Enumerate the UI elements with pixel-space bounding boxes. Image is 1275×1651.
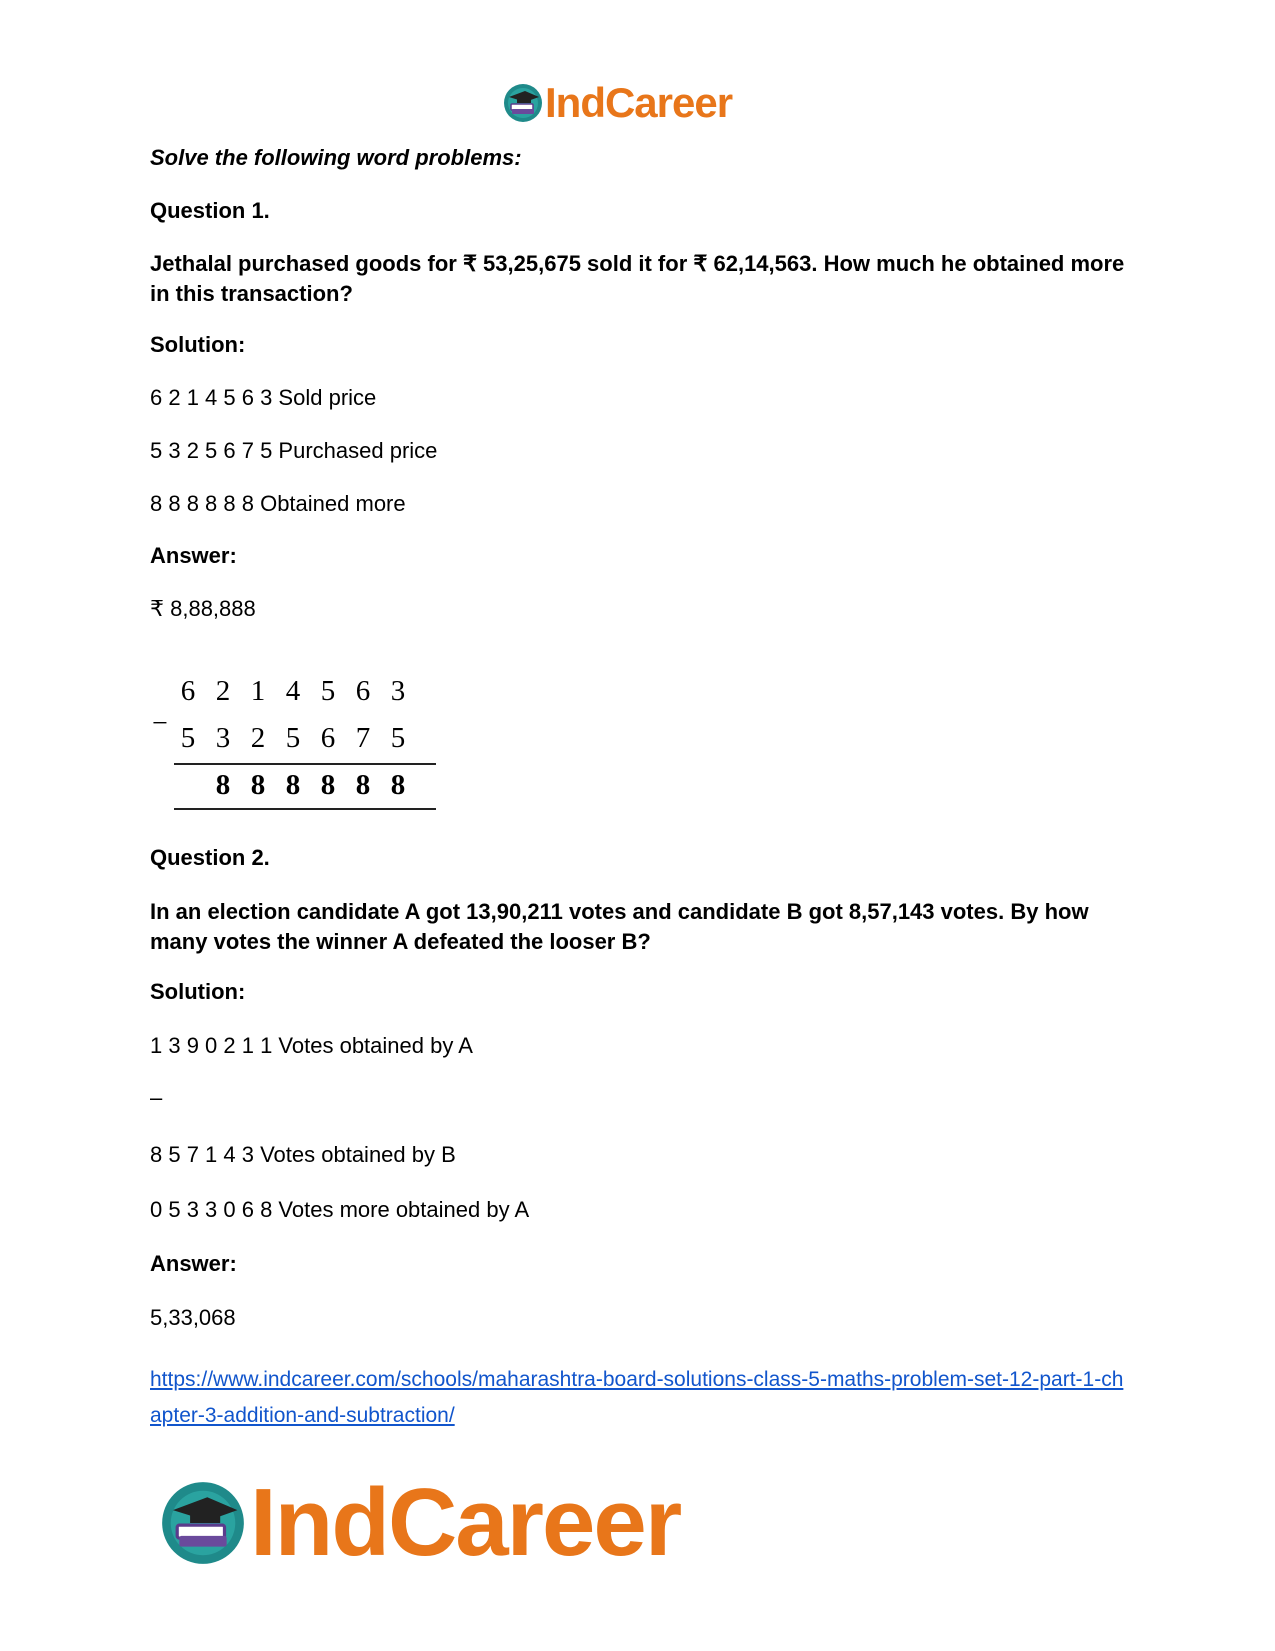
graduation-cap-book-icon	[503, 83, 543, 123]
q1-solution-line: 8 8 8 8 8 8 Obtained more	[150, 491, 406, 516]
q2-solution-line: 8 5 7 1 4 3 Votes obtained by B	[150, 1142, 456, 1167]
logo-text: IndCareer	[545, 79, 733, 126]
subtraction-working	[148, 675, 448, 825]
logo-text: IndCareer	[250, 1469, 681, 1576]
footer-logo	[160, 1468, 680, 1578]
question-2-solution-label: Solution:	[150, 979, 246, 1004]
q2-solution-line: 1 3 9 0 2 1 1 Votes obtained by A	[150, 1033, 473, 1058]
digit: 3	[390, 675, 406, 707]
q1-solution-line: 6 2 1 4 5 6 3 Sold price	[150, 385, 377, 410]
digit: 8	[320, 769, 336, 801]
graduation-cap-book-icon	[160, 1480, 246, 1566]
question-2-text: In an election candidate A got 13,90,211 votes and candidate B got 8,57,143 votes. By how many votes the winner A defeated the looser B?	[150, 899, 1089, 954]
question-2-answer-label: Answer:	[150, 1251, 237, 1276]
digit: 8	[355, 769, 371, 801]
digit: 6	[320, 722, 336, 754]
digit: 7	[355, 722, 371, 754]
question-2-label: Question 2.	[150, 845, 270, 870]
digit: 6	[355, 675, 371, 707]
q2-solution-line: 0 5 3 3 0 6 8 Votes more obtained by A	[150, 1197, 530, 1222]
q1-solution-line: 5 3 2 5 6 7 5 Purchased price	[150, 438, 438, 463]
digit: 8	[250, 769, 266, 801]
question-1-label: Question 1.	[150, 198, 270, 223]
minus-sign: −	[152, 708, 168, 739]
question-1-answer-label: Answer:	[150, 543, 237, 568]
divider-line	[174, 763, 436, 765]
question-1-answer: ₹ 8,88,888	[150, 596, 256, 621]
digit: 2	[250, 722, 266, 754]
digit: 5	[180, 722, 196, 754]
header-logo	[503, 78, 732, 128]
digit: 8	[285, 769, 301, 801]
digit: 1	[250, 675, 266, 707]
digit: 2	[215, 675, 231, 707]
digit: 8	[215, 769, 231, 801]
digit: 6	[180, 675, 196, 707]
source-link[interactable]: https://www.indcareer.com/schools/maharashtra-board-solutions-class-5-maths-problem-set-12-part-1-chapter-3-addition-and-subtraction/	[150, 1368, 1124, 1427]
q2-solution-line: –	[150, 1085, 163, 1110]
question-2-answer: 5,33,068	[150, 1305, 236, 1330]
intro-heading: Solve the following word problems:	[150, 145, 522, 170]
digit: 5	[390, 722, 406, 754]
digit: 3	[215, 722, 231, 754]
digit: 8	[390, 769, 406, 801]
digit: 5	[285, 722, 301, 754]
question-1-text: Jethalal purchased goods for ₹ 53,25,675 sold it for ₹ 62,14,563. How much he obtained more in this transaction?	[150, 251, 1125, 306]
question-1-solution-label: Solution:	[150, 332, 246, 357]
digit: 5	[320, 675, 336, 707]
digit: 4	[285, 675, 301, 707]
divider-line	[174, 808, 436, 810]
